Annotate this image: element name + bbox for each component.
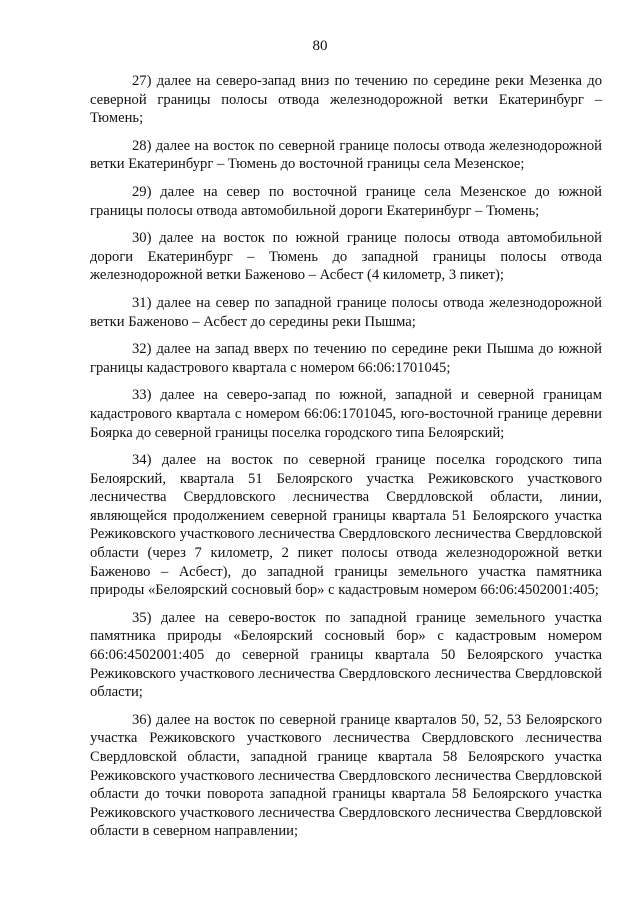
paragraph-31: 31) далее на север по западной границе полосы отвода железнодорожной ветки Баженово – Асбест до середины реки Пышма; [90, 294, 602, 330]
paragraph-36: 36) далее на восток по северной границе кварталов 50, 52, 53 Белоярского участка Режиковского участкового лесничества Свердловского лесничества Свердловской области, западной границе квартала 58 Белоярского участка Режиковского участкового лесничества Свердловского лесничества Свердловской области до точки поворота западной границы квартала 58 Белоярского участка Режиковского участкового лесничества Свердловского лесничества Свердловской области в северном направлении; [90, 711, 602, 840]
page-number: 80 [312, 38, 328, 54]
document-body [90, 72, 602, 850]
paragraph-34: 34) далее на восток по северной границе поселка городского типа Белоярский, квартала 51 Белоярского участка Режиковского участкового лесничества Свердловского лесничества Свердловской области, линии, являющейся продолжением северной границы квартала 51 Белоярского участка Режиковского участкового лесничества Свердловского лесничества Свердловской области (через 7 километр, 2 пикет полосы отвода железнодорожной ветки Баженово – Асбест), до западной границы земельного участка памятника природы «Белоярский сосновый бор» с кадастровым номером 66:06:4502001:405; [90, 452, 602, 599]
paragraph-27: 27) далее на северо-запад вниз по течению по середине реки Мезенка до северной границы полосы отвода железнодорожной ветки Екатеринбург – Тюмень; [90, 73, 602, 127]
paragraph-30: 30) далее на восток по южной границе полосы отвода автомобильной дороги Екатеринбург – Тюмень до западной границы полосы отвода железнодорожной ветки Баженово – Асбест (4 километр, 3 пикет); [90, 230, 602, 284]
paragraph-28: 28) далее на восток по северной границе полосы отвода железнодорожной ветки Екатеринбург – Тюмень до восточной границы села Мезенское; [90, 137, 602, 173]
paragraph-32: 32) далее на запад вверх по течению по середине реки Пышма до южной границы кадастрового квартала с номером 66:06:1701045; [90, 341, 602, 376]
paragraph-29: 29) далее на север по восточной границе села Мезенское до южной границы полосы отвода автомобильной дороги Екатеринбург – Тюмень; [90, 183, 602, 219]
paragraph-35: 35) далее на северо-восток по западной границе земельного участка памятника природы «Белоярский сосновый бор» с кадастровым номером 66:06:4502001:405 до северной границы квартала 50 Белоярского участка Режиковского участкового лесничества Свердловского лесничества Свердловской области; [90, 609, 602, 701]
paragraph-33: 33) далее на северо-запад по южной, западной и северной границам кадастрового квартала с номером 66:06:1701045, юго-восточной границе деревни Боярка до северной границы поселка городского типа Белоярский; [90, 387, 602, 441]
